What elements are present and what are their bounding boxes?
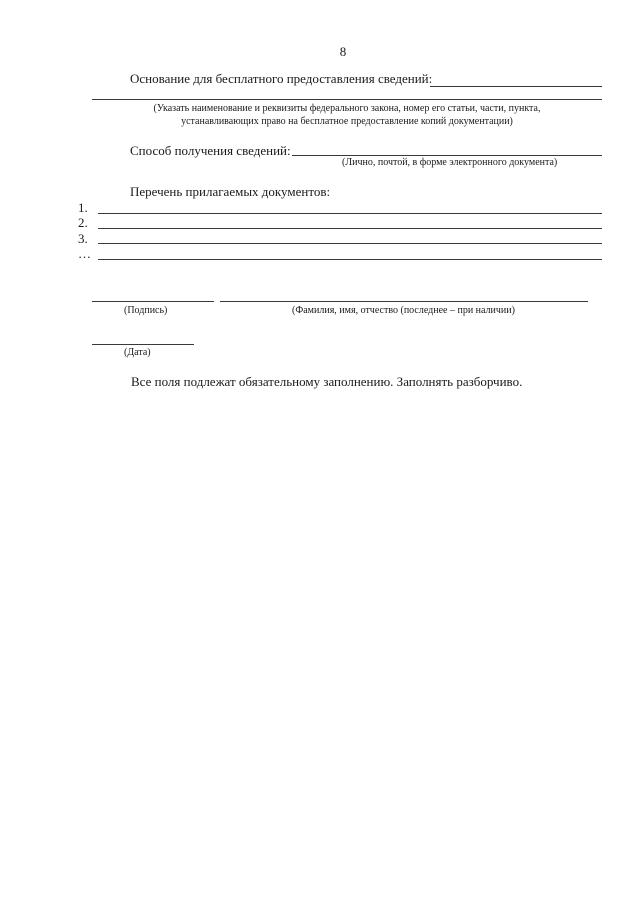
basis-field-line[interactable]: [430, 86, 602, 87]
basis-field-line-2[interactable]: [92, 99, 602, 100]
document-item-line-3[interactable]: [98, 243, 602, 244]
document-item-number: 2.: [78, 215, 88, 230]
document-item-line-1[interactable]: [98, 213, 602, 214]
document-item-line-4[interactable]: [98, 259, 602, 260]
date-line[interactable]: [92, 344, 194, 345]
basis-hint-line-2: устанавливающих право на бесплатное предоставление копий документации): [181, 116, 513, 127]
method-label: Способ получения сведений:: [130, 143, 291, 158]
document-item-line-2[interactable]: [98, 228, 602, 229]
signature-caption: (Подпись): [124, 305, 168, 316]
date-caption: (Дата): [124, 347, 151, 358]
basis-hint-line-1: (Указать наименование и реквизиты федерального закона, номер его статьи, части, пункта,: [153, 103, 541, 114]
full-name-line[interactable]: [220, 301, 588, 302]
method-field-line[interactable]: [292, 155, 602, 156]
footer-note: Все поля подлежат обязательному заполнению. Заполнять разборчиво.: [131, 374, 523, 389]
documents-label: Перечень прилагаемых документов:: [130, 184, 331, 199]
full-name-caption: (Фамилия, имя, отчество (последнее – при наличии): [292, 305, 515, 316]
signature-line[interactable]: [92, 301, 214, 302]
document-item-number: 3.: [78, 231, 88, 246]
basis-label: Основание для бесплатного предоставления сведений:: [130, 71, 433, 86]
document-item-number: 1.: [78, 200, 88, 215]
page-number: 8: [339, 44, 347, 59]
method-hint: (Лично, почтой, в форме электронного документа): [342, 157, 558, 168]
document-item-number: …: [78, 246, 91, 261]
